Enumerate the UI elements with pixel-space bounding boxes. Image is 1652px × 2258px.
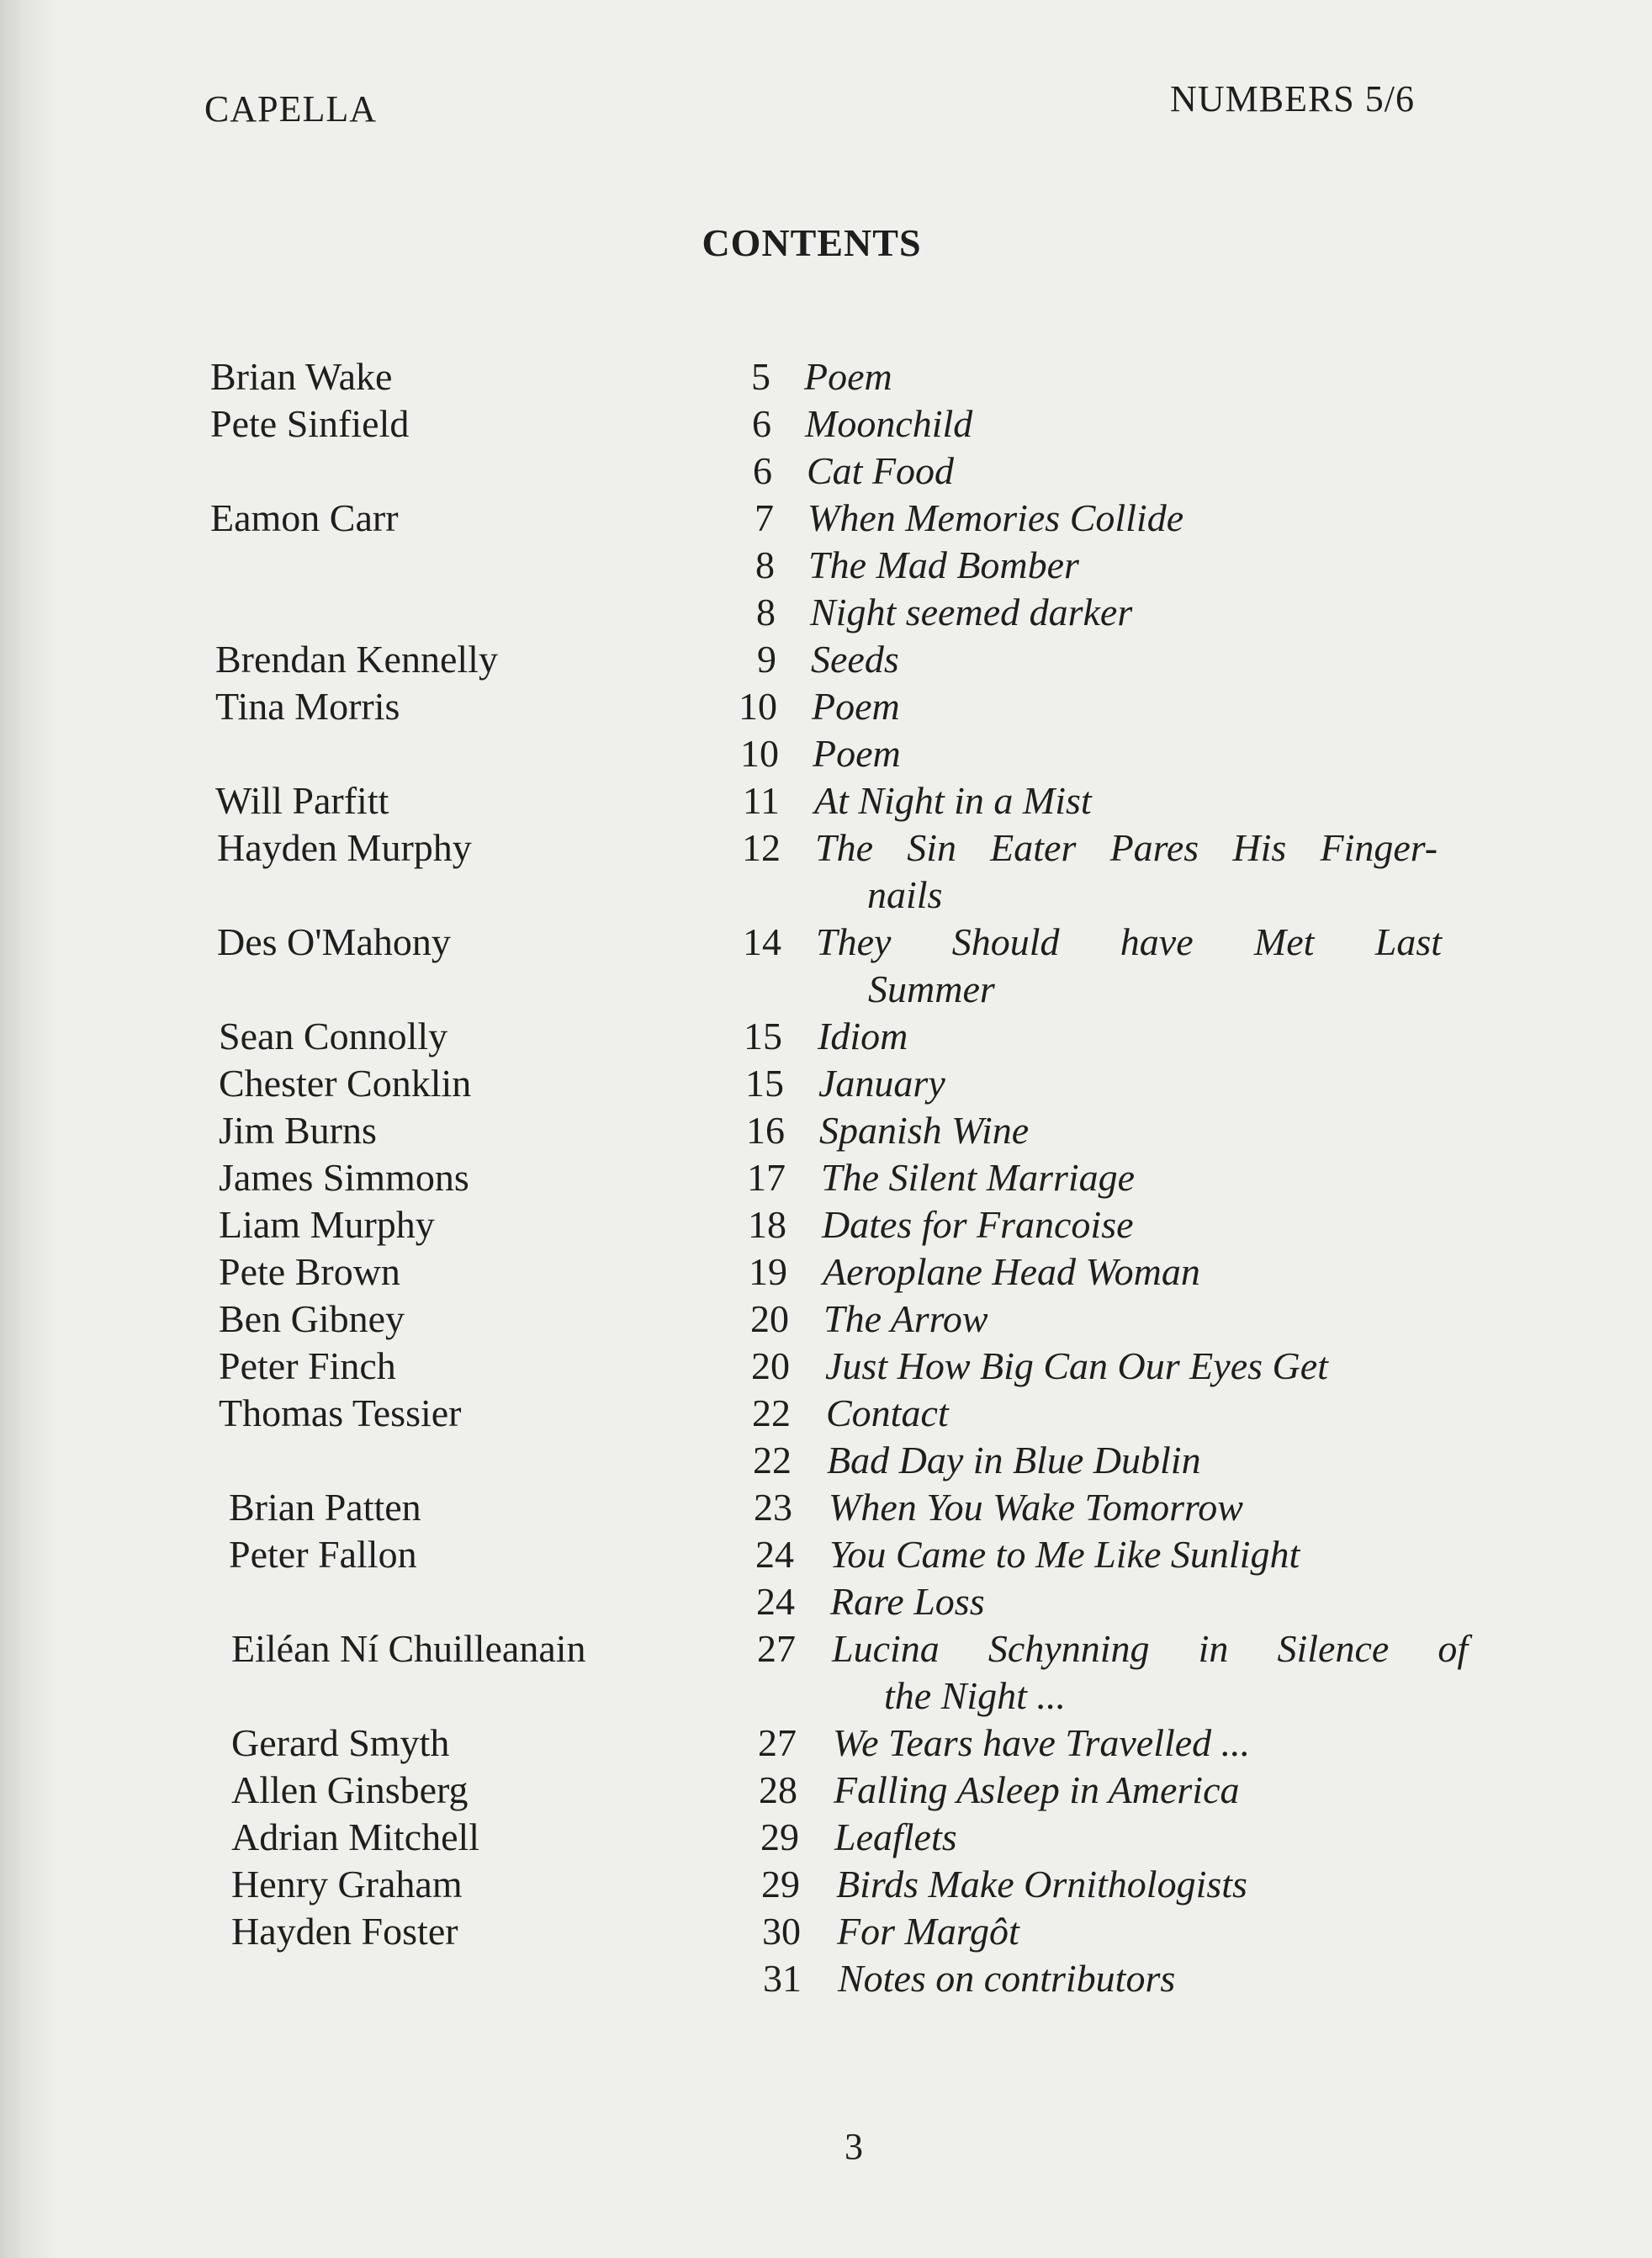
- entry-page-number: 18: [748, 1203, 786, 1246]
- entry-title: Poem: [812, 685, 900, 728]
- contents-entry: [0, 1343, 1598, 1390]
- entry-author: Adrian Mitchell: [231, 1815, 480, 1858]
- entry-title: Spanish Wine: [819, 1109, 1030, 1152]
- entry-title: Aeroplane Head Woman: [823, 1250, 1200, 1293]
- entry-page-number: 16: [746, 1109, 785, 1152]
- entry-page-number: 28: [759, 1768, 797, 1811]
- entry-author: Henry Graham: [231, 1863, 463, 1906]
- entry-title: The Mad Bomber: [808, 543, 1079, 586]
- entry-title: Night seemed darker: [810, 591, 1133, 633]
- entry-author: Jim Burns: [219, 1109, 377, 1152]
- contents-entry: [0, 1578, 1598, 1625]
- entry-title-continuation: nails: [867, 873, 943, 916]
- entry-title: Poem: [813, 732, 901, 775]
- entry-page-number: 23: [754, 1486, 792, 1529]
- contents-entry: [0, 1390, 1598, 1437]
- entry-author: Brian Patten: [229, 1486, 421, 1529]
- contents-entry: [0, 683, 1598, 730]
- entry-page-number: 5: [751, 355, 770, 398]
- contents-entry: [0, 1013, 1598, 1060]
- entry-author: Brendan Kennelly: [215, 638, 498, 681]
- contents-entry: [0, 1154, 1598, 1201]
- entry-title: Leaflets: [834, 1815, 957, 1858]
- entry-page-number: 19: [749, 1250, 787, 1293]
- entry-title: Lucina Schynning in Silence of: [832, 1627, 1469, 1670]
- entry-page-number: 15: [745, 1062, 784, 1105]
- contents-entry: [0, 1201, 1598, 1248]
- contents-entry: [0, 1248, 1598, 1296]
- contents-entry: [0, 1720, 1598, 1767]
- entry-author: Pete Brown: [219, 1250, 400, 1293]
- entry-title-continuation: Summer: [868, 967, 995, 1010]
- entry-page-number: 29: [761, 1863, 800, 1906]
- entry-title: January: [818, 1062, 945, 1105]
- entry-page-number: 11: [742, 779, 780, 822]
- entry-title: Moonchild: [805, 402, 973, 445]
- entry-page-number: 10: [740, 732, 779, 775]
- entry-page-number: 9: [757, 638, 776, 681]
- contents-entry: [0, 589, 1598, 636]
- entry-page-number: 20: [751, 1344, 790, 1387]
- entry-author: Will Parfitt: [215, 779, 389, 822]
- contents-entry: [0, 1531, 1598, 1578]
- entry-page-number: 6: [752, 402, 771, 445]
- entry-title: Bad Day in Blue Dublin: [827, 1439, 1201, 1481]
- entry-title: When Memories Collide: [807, 496, 1184, 539]
- entry-title: Birds Make Ornithologists: [836, 1863, 1247, 1906]
- contents-entry: [0, 824, 1598, 872]
- entry-page-number: 22: [752, 1391, 791, 1434]
- entry-title: Notes on contributors: [838, 1957, 1176, 2000]
- contents-heading: CONTENTS: [702, 221, 922, 264]
- entry-author: Pete Sinfield: [210, 402, 410, 445]
- entry-title: Cat Food: [807, 449, 955, 492]
- entry-page-number: 8: [756, 591, 776, 633]
- contents-entry: [0, 1814, 1598, 1861]
- contents-entry: [0, 1484, 1598, 1531]
- contents-entry: [0, 919, 1598, 966]
- entry-author: Sean Connolly: [219, 1015, 448, 1057]
- entry-page-number: 20: [750, 1297, 789, 1340]
- entry-page-number: 24: [756, 1580, 795, 1623]
- entry-title-continuation: the Night ...: [884, 1674, 1066, 1717]
- entry-author: Eiléan Ní Chuilleanain: [231, 1627, 586, 1670]
- entry-author: Hayden Murphy: [217, 826, 472, 869]
- issue-number: NUMBERS 5/6: [1170, 78, 1415, 119]
- entry-author: Liam Murphy: [219, 1203, 435, 1246]
- entry-title: Falling Asleep in America: [834, 1768, 1240, 1811]
- entry-page-number: 8: [755, 543, 775, 586]
- entry-page-number: 29: [760, 1815, 799, 1858]
- entry-author: Gerard Smyth: [231, 1721, 450, 1764]
- entry-title: The Arrow: [823, 1297, 988, 1340]
- contents-entry: [0, 1861, 1598, 1908]
- entry-author: Peter Finch: [219, 1344, 396, 1387]
- entry-title: The Sin Eater Pares His Finger-: [815, 826, 1438, 869]
- entry-author: Brian Wake: [210, 355, 393, 398]
- entry-title: Just How Big Can Our Eyes Get: [825, 1344, 1328, 1387]
- entry-author: Des O'Mahony: [217, 920, 451, 963]
- entry-page-number: 24: [755, 1533, 794, 1576]
- entry-page-number: 27: [757, 1627, 796, 1670]
- journal-title: CAPELLA: [204, 88, 377, 130]
- entry-title: We Tears have Travelled ...: [833, 1721, 1251, 1764]
- entry-page-number: 10: [739, 685, 777, 728]
- entry-page-number: 30: [762, 1910, 801, 1953]
- contents-entry: [0, 1437, 1598, 1484]
- entry-page-number: 14: [743, 920, 781, 963]
- contents-entry: [0, 1107, 1598, 1154]
- entry-title: For Margôt: [837, 1910, 1019, 1953]
- entry-page-number: 12: [742, 826, 781, 869]
- page-number: 3: [845, 2126, 863, 2167]
- contents-entry: [0, 353, 1598, 400]
- entry-title: Rare Loss: [830, 1580, 985, 1623]
- contents-entry: [0, 1060, 1598, 1107]
- contents-entry: [0, 1955, 1598, 2002]
- entry-title: Seeds: [811, 638, 899, 681]
- entry-title: Dates for Francoise: [822, 1203, 1134, 1246]
- entry-author: Ben Gibney: [219, 1297, 405, 1340]
- entry-author: Eamon Carr: [210, 496, 399, 539]
- entry-page-number: 15: [744, 1015, 782, 1057]
- contents-entry: [0, 400, 1598, 448]
- contents-entry: [0, 1625, 1598, 1672]
- entry-page-number: 7: [755, 496, 774, 539]
- contents-entry: [0, 448, 1598, 495]
- contents-entry: [0, 542, 1598, 589]
- entry-page-number: 31: [763, 1957, 802, 2000]
- entry-page-number: 27: [758, 1721, 797, 1764]
- entry-author: Tina Morris: [215, 685, 400, 728]
- entry-title: The Silent Marriage: [821, 1156, 1136, 1199]
- entry-author: Hayden Foster: [231, 1910, 458, 1953]
- entry-title: They Should have Met Last: [816, 920, 1443, 963]
- contents-entry: [0, 777, 1598, 824]
- entry-author: Chester Conklin: [219, 1062, 472, 1105]
- entry-author: Allen Ginsberg: [231, 1768, 469, 1811]
- entry-title: Contact: [826, 1391, 949, 1434]
- entry-author: Peter Fallon: [229, 1533, 417, 1576]
- entry-page-number: 22: [753, 1439, 792, 1481]
- entry-title: You Came to Me Like Sunlight: [829, 1533, 1300, 1576]
- entry-title: At Night in a Mist: [814, 779, 1092, 822]
- contents-entry: [0, 1296, 1598, 1343]
- contents-entry: [0, 1908, 1598, 1955]
- entry-page-number: 6: [753, 449, 772, 492]
- entry-author: James Simmons: [219, 1156, 469, 1199]
- entry-title: Poem: [804, 355, 892, 398]
- entry-title: Idiom: [818, 1015, 908, 1057]
- entry-author: Thomas Tessier: [219, 1391, 462, 1434]
- contents-entry: [0, 730, 1598, 777]
- entry-page-number: 17: [747, 1156, 786, 1199]
- contents-entry: [0, 636, 1598, 683]
- contents-entry: [0, 1767, 1598, 1814]
- entry-title: When You Wake Tomorrow: [829, 1486, 1243, 1529]
- contents-entry: [0, 495, 1598, 542]
